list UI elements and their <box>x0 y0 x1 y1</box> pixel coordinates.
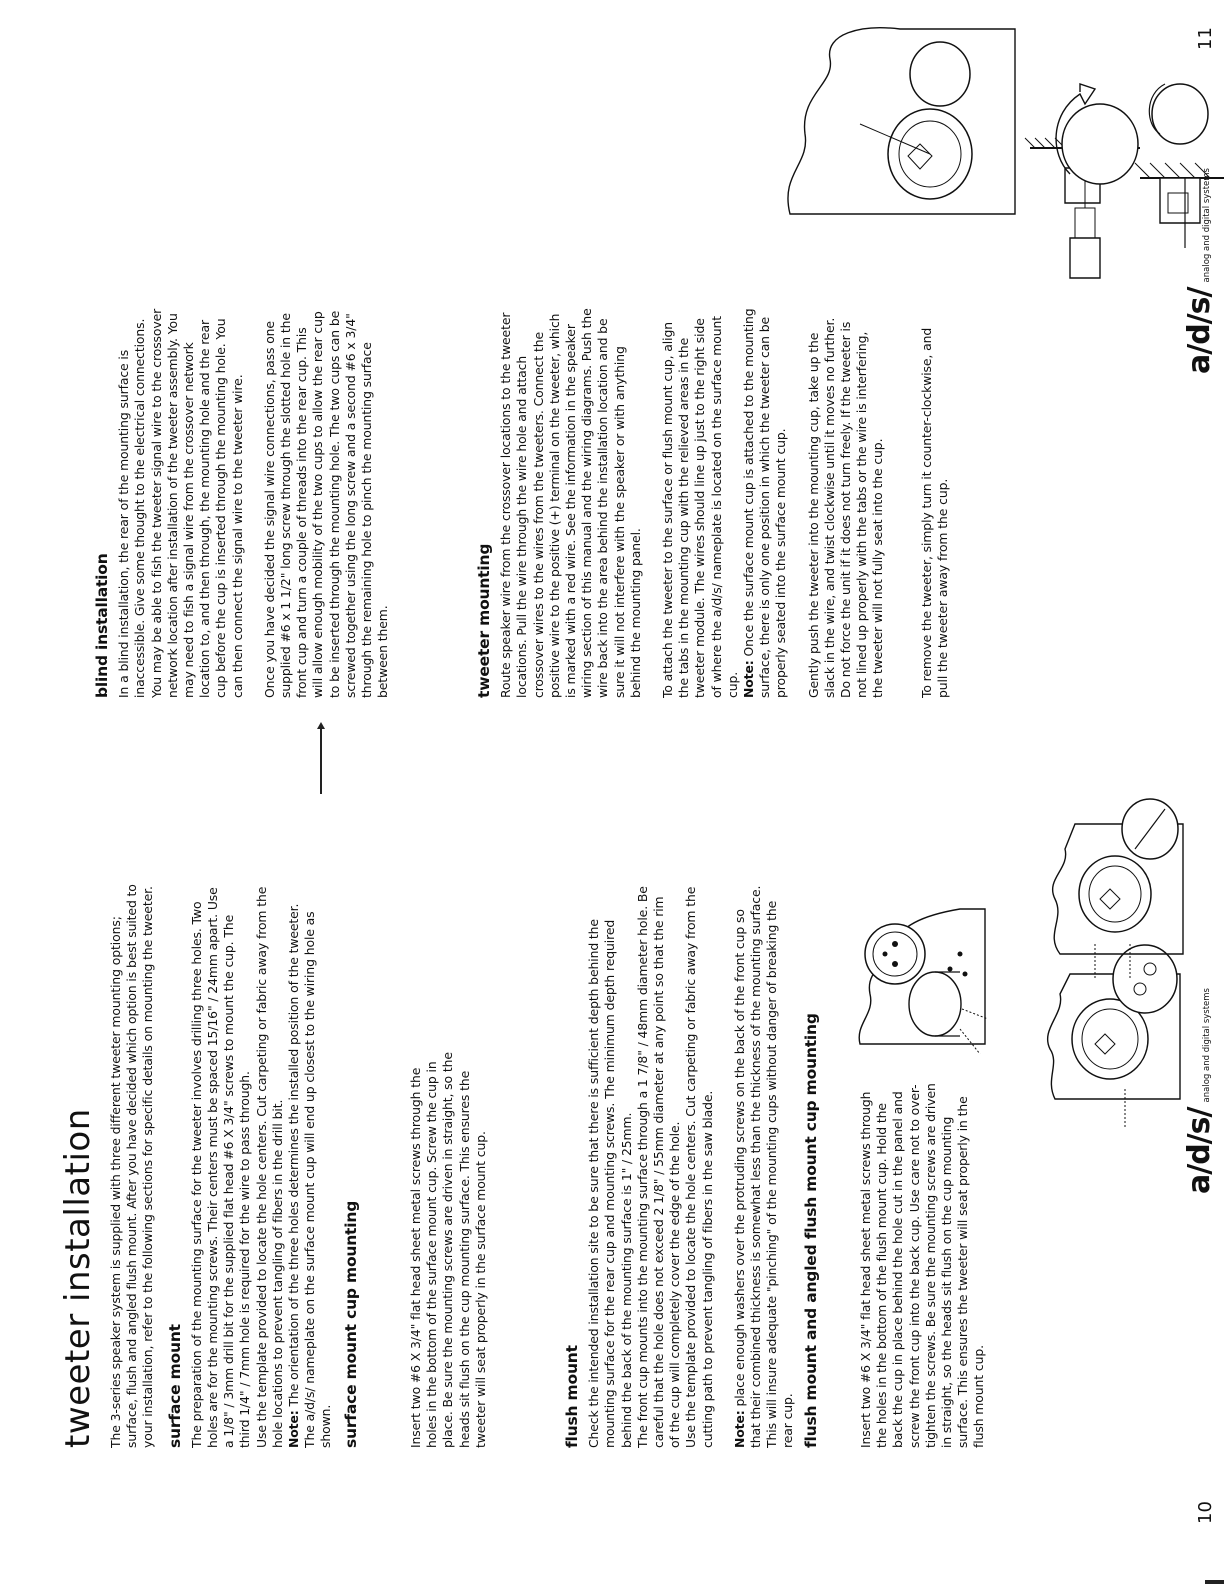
flush-angled-heading: flush mount and angled flush mount cup mounting <box>801 1013 820 1448</box>
ads-logo <box>1182 988 1217 1194</box>
logo-subtitle: analog and digital systems <box>1202 168 1212 283</box>
blind-column <box>90 308 391 698</box>
surface-mount-cup-heading: surface mount cup mounting <box>341 1200 360 1448</box>
screw-lead <box>960 1029 980 1054</box>
flush-angled-text: Insert two #6 X 3/4" flat head sheet metal screws through the holes in the bottom of the flush mount cup. Hold the back the cup in place behind the hole cut in the panel and screw the front cup into the back cup. Use care not to over-tighten the screws. Be sure the mounting screws are driven in straight, so the heads sit flush on the cup mounting surface. This ensures the tweeter will seat properly in the flush mount cup. <box>858 1083 987 1448</box>
surface-mount-illustration <box>850 904 990 1064</box>
cup-front <box>865 924 925 984</box>
screw-hole <box>892 961 898 967</box>
blind-heading: blind installation <box>93 553 111 698</box>
flush-angled-column <box>858 1073 988 1448</box>
page-number: 11 <box>1195 27 1216 50</box>
intro-column <box>108 883 365 1448</box>
left-page <box>0 794 1224 1584</box>
note-text: Once the surface mount cup is attached to the mounting surface, there is only one position in which the tweeter can be properly seated into the surface mount cup. <box>741 308 789 698</box>
hole-mark <box>963 972 968 977</box>
blind-p2: Once you have decided the signal wire connections, pass one supplied #6 x 1 1/2" long screw through the slotted hole in the front cup and turn a couple of threads into the rear cup. This will allow enough mobility of the two cups to allow the rear cup to be inserted through the mounting hole. The two cups can be screwed together using the long screw and a second #6 x 3/4" through the remaining hole to pinch the mounting surface between them. <box>261 310 391 698</box>
front-cup <box>1070 238 1100 278</box>
tweeter-mounting-p3: Gently push the tweeter into the mounting cup, take up the slack in the wire, and twist clockwise until it moves no further. Do not force the unit if it does not turn freely. If the tweeter is not lined up properly with the tabs or the wire is interfering, the tweeter will not fully seat into the cup. <box>805 317 886 698</box>
hole-mark <box>958 952 963 957</box>
note-text: place enough washers over the protruding screws on the back of the front cup so that their combined thickness is somewhat less than the thickness of the mounting surface. This will insure adequate "pinching" of the mounting cups without danger of breaking the rear cup. <box>731 885 796 1448</box>
flush-mount-p2: The front cup mounts into the mounting surface through a 1 7/8" / 48mm diameter hole. Be careful that the hole does not exceed 2 1/8" / 55mm diameter at any point so that the rim of the cup will completely cover the edge of the hole. <box>634 886 683 1448</box>
tweeter-mounting-p2: To attach the tweeter to the surface or flush mount cup, align the tabs in the mounting cup with the relieved areas in the tweeter module. The wires should line up just to the right side of where the a/d/s/ nameplate is located on the surface mount cup. <box>660 315 740 698</box>
screw-hole <box>892 941 898 947</box>
tweeter-side <box>1152 84 1208 144</box>
wire-hole <box>883 952 888 957</box>
tweeter-mounting-heading: tweeter mounting <box>475 543 493 698</box>
flush-mount-p1: Check the intended installation site to be sure that there is sufficient depth behind the mounting surface for the rear cup and mounting screws. The minimum depth required behind the back of the mounting surface is 1" / 25mm. <box>586 919 634 1448</box>
tweeter-mounting-p4: To remove the tweeter, simply turn it counter-clockwise, and pull the tweeter away from the cup. <box>918 327 950 698</box>
note-label: Note: <box>741 660 757 698</box>
scan-edge <box>1205 1580 1224 1584</box>
logo-subtitle: analog and digital systems <box>1202 988 1212 1103</box>
tweeter-front <box>1062 104 1138 184</box>
flush-mount-note <box>732 883 797 1448</box>
note-label: Note: <box>286 1410 302 1448</box>
ads-logo <box>1182 168 1217 374</box>
surface-cup-column <box>408 1043 489 1448</box>
logo-mark: a/d/s/ <box>1182 287 1217 374</box>
note-text: The orientation of the three holes determines the installed position of the tweeter. The a/d/s/ nameplate on the surface mount cup will end up closest to the wiring hole as shown. <box>286 903 334 1448</box>
page-title: tweeter installation <box>58 1108 98 1448</box>
hole-mark <box>948 967 953 972</box>
screw-lead <box>962 1009 988 1019</box>
intro-text: The 3-series speaker system is supplied with three different tweeter mounting options; surface, flush and angled flush mount. After you have decided which option is best suited to your installation, refer to the following sections for specific details on mounting the tweeter. <box>108 884 156 1448</box>
note-label: Note: <box>731 1410 747 1448</box>
cup-side <box>909 972 961 1036</box>
flush-mount-heading: flush mount <box>563 1345 581 1448</box>
tweeter-module <box>910 42 970 106</box>
surface-mount-p2: Use the template provided to locate the hole centers. Cut carpeting or fabric away from the hole locations to prevent tangling of fibers in the drill bit. <box>253 886 285 1448</box>
tweeter-mounting-note <box>741 308 790 698</box>
flush-column <box>560 883 825 1448</box>
surface-mount-note <box>286 883 335 1448</box>
logo-mark: a/d/s/ <box>1182 1107 1217 1194</box>
surface-cup-text: Insert two #6 X 3/4" flat head sheet metal screws through the holes in the bottom of the surface mount cup. Screw the cup in place. Be sure the mounting screws are driven in straight, so the heads sit flush on the cup mounting surface. This ensures the tweeter will seat properly in the surface mount cup. <box>408 1052 488 1448</box>
surface-mount-p1: The preparation of the mounting surface for the tweeter involves drilling three holes. Two holes are for the mounting screws. Their centers must be spaced 15/16" / 24mm apart. Use a 1/8" / 3mm drill bit for the supplied flat head #6 X 3/4" screws to mount the cup. The third 1/4" / 7mm hole is required for the wire to pass through. <box>188 887 253 1448</box>
tweeter-surface-illustration <box>780 4 1020 234</box>
flush-mount-p3: Use the template provided to locate the hole centers. Cut carpeting or fabric away from the cutting path to prevent tangling of fibers in the saw blade. <box>683 886 715 1448</box>
blind-p1: In a blind installation, the rear of the mounting surface is inaccessible. Give some thought to the electrical connections. You may be able to fish the tweeter signal wire to the crossover network location after installation of the tweeter assembly. You may need to fish a signal wire from the crossover network location to, and then through, the mounting hole and the rear cup before the cup is inserted through the mounting hole. You can then connect the signal wire to the tweeter wire. <box>116 308 245 698</box>
page-number: 10 <box>1195 1501 1216 1524</box>
tweeter-mounting-p1: Route speaker wire from the crossover locations to the tweeter locations. Pull the wire through the wire hole and attach crossover wires to the wires from the tweeters. Connect the positive wire to the positive (+) terminal on the tweeter, which is marked with a red wire. See the information in the speaker wiring section of this manual and the wiring diagrams. Push the wire back into the area behind the installation location and be sure it will not interfere with the speaker or with anything behind the mounting panel. <box>498 308 643 698</box>
surface-mount-heading: surface mount <box>165 1324 184 1448</box>
angled-flush-illustration <box>1035 794 1185 969</box>
tweeter-mounting-column <box>472 308 951 698</box>
